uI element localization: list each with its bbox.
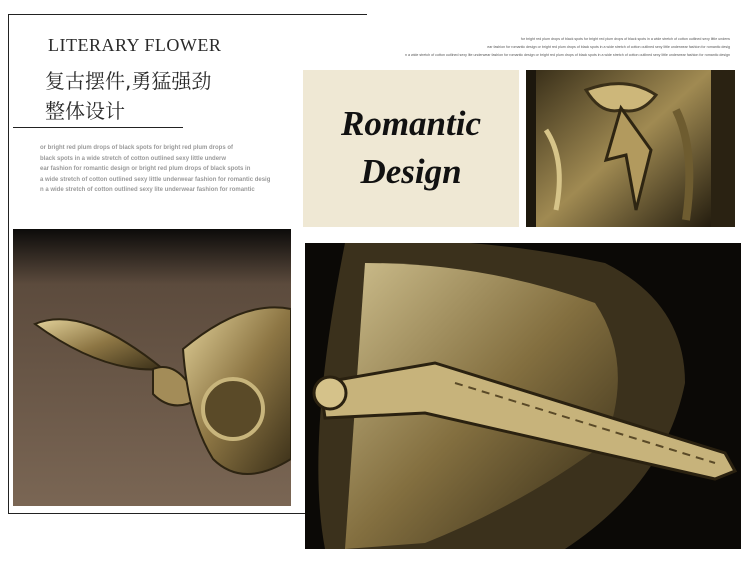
blurb-line: black spots in a wide stretch of cotton outlined sexy little underw xyxy=(40,155,227,162)
blurb-line: n a wide stretch of cotton outlined sexy lite underwear fashion for romantic xyxy=(40,187,255,193)
fine-print-line: for bright red plum drops of black spots for bright red plum drops of black spots in a wide stretch of cotton outlined sexy little underw xyxy=(520,37,730,41)
tagline-line-2: 整体设计 xyxy=(45,99,125,123)
feature-heading-line-1: Romantic xyxy=(340,104,482,143)
tagline-line-1: 复古摆件,勇猛强劲 xyxy=(45,69,212,93)
description-blurb xyxy=(40,143,290,196)
frame-bottom-border xyxy=(8,513,305,514)
blurb-line: ear fashion for romantic design or bright red plum drops of black spots in xyxy=(40,166,251,172)
frame-left-border xyxy=(8,14,9,514)
feature-heading-line-2: Design xyxy=(360,152,462,191)
sword-detail-photo xyxy=(305,243,741,549)
fine-print-line: ear fashion for romantic design or bright red plum drops of black spots in a wide stretch of cotton outlined sexy little underwear fashion for romantic desig xyxy=(487,45,730,49)
frame-top-border xyxy=(8,14,367,15)
tagline xyxy=(45,66,285,126)
romantic-design-panel xyxy=(303,70,519,227)
fine-print xyxy=(400,35,730,59)
brand-title: LITERARY FLOWER xyxy=(48,35,222,55)
blurb-line: or bright red plum drops of black spots for bright red plum drops of xyxy=(40,145,234,151)
fine-print-line: n a wide stretch of cotton outlined sexy lite underwear fashion for romantic design or bright red plum drops of black spots in a wide stretch of cotton outlined sexy little underwear fashion for romantic design xyxy=(404,53,730,57)
hand-feather-photo xyxy=(13,229,291,506)
bow-detail-photo xyxy=(526,70,735,227)
blurb-line: a wide stretch of cotton outlined sexy little underwear fashion for romantic desig xyxy=(40,176,271,183)
title-underline xyxy=(13,127,183,128)
